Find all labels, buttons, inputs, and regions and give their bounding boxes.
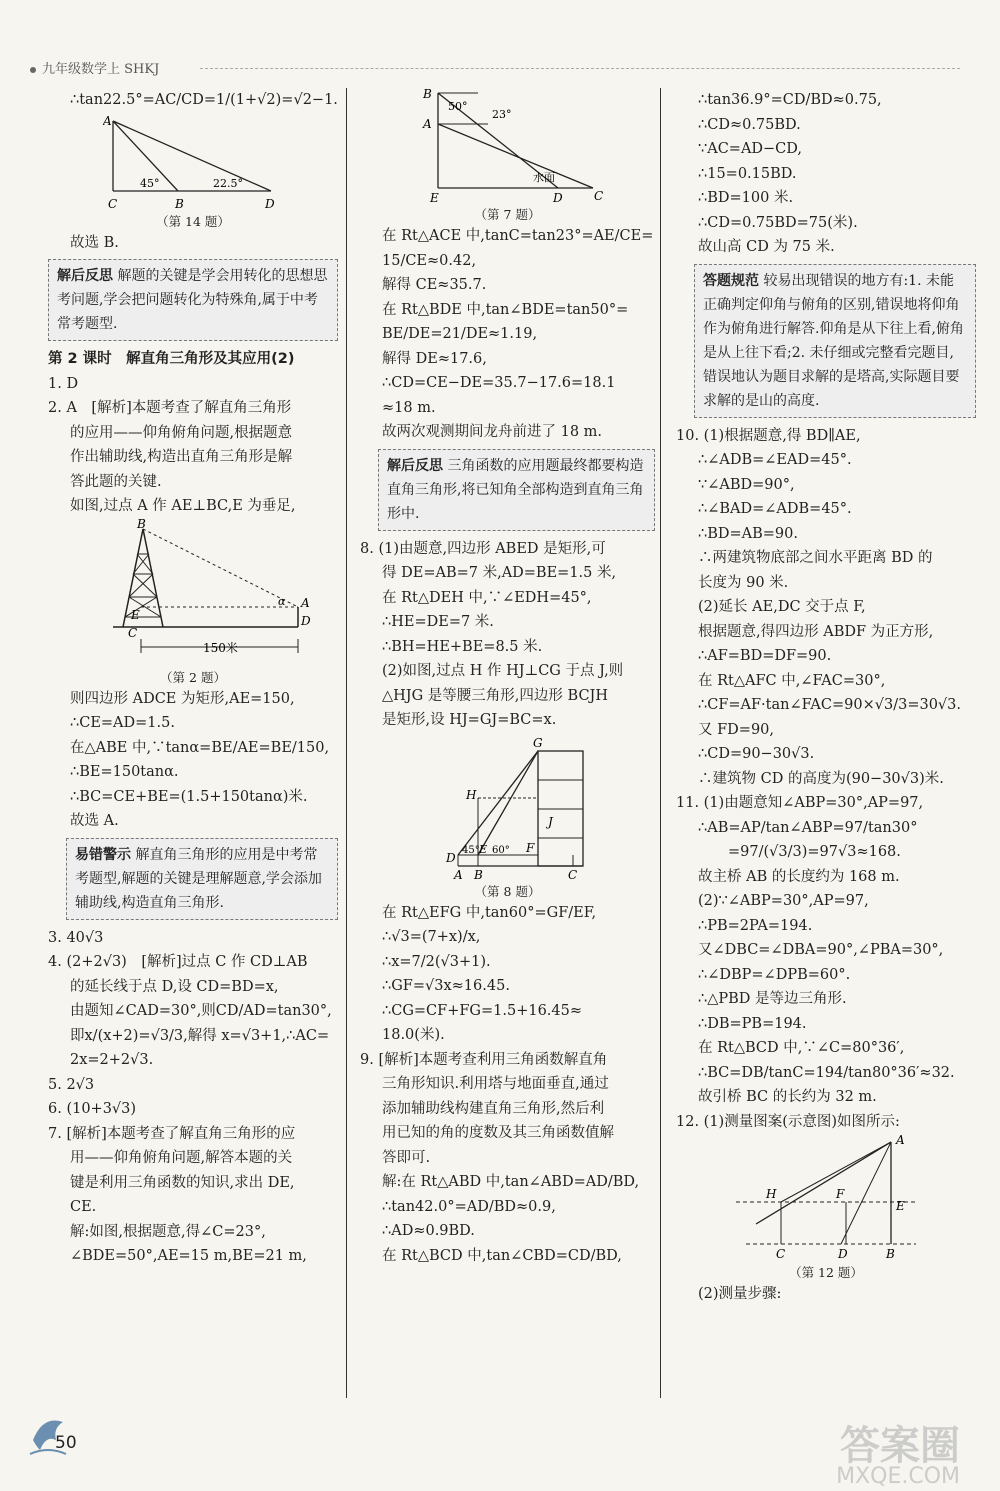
text-line: (2)如图,过点 H 作 HJ⊥CG 于点 J,则 [382, 663, 624, 679]
text-line: 10. (1)根据题意,得 BD∥AE, [676, 427, 861, 444]
figure-12 [676, 1134, 976, 1282]
text-line: ∴CD=CE−DE=35.7−17.6=18.1 [382, 375, 616, 391]
figure-caption: （第 2 题） [160, 669, 226, 685]
text-line: ∴CF=AF·tan∠FAC=90×√3/3=30√3. [698, 697, 961, 713]
text-line: ∴GF=√3x≈16.45. [382, 978, 510, 994]
text-line: ∵AC=AD−CD, [698, 141, 802, 157]
figure-12-diagram [726, 1134, 926, 1264]
fig-label: A [453, 867, 463, 882]
figure-caption: （第 14 题） [156, 213, 230, 229]
text-line: 答此题的关键. [70, 473, 162, 490]
watermark: 答案圈 [840, 1423, 960, 1469]
text-line: 作出辅助线,构造出直角三角形是解 [70, 449, 293, 465]
text-line: 在 Rt△AFC 中,∠FAC=30°, [698, 672, 886, 689]
text-line: ∴tan36.9°=CD/BD≈0.75, [698, 92, 882, 108]
text-line: ∴CD=90−30√3. [698, 746, 815, 762]
fig-label: B [422, 88, 432, 101]
text-line: =97/(√3/3)=97√3≈168. [728, 844, 901, 860]
fig-label: α [278, 594, 286, 608]
text-line: ∴AB=AP/tan∠ABP=97/tan30° [698, 819, 918, 836]
text-line: ∴∠ADB=∠EAD=45°. [698, 452, 852, 468]
fig-label: C [776, 1247, 786, 1261]
text-line: 是矩形,设 HJ=GJ=BC=x. [382, 712, 557, 728]
text-line: 添加辅助线构建直角三角形,然后利 [382, 1100, 605, 1117]
text-line: 长度为 90 米. [698, 574, 789, 591]
text-line: 根据题意,得四边形 ABDF 为正方形, [698, 623, 934, 640]
fig-label: F [836, 1187, 845, 1201]
fig-label: B [175, 196, 184, 211]
text-line: ∵∠ABD=90°, [698, 476, 795, 493]
column-1 [48, 88, 338, 1269]
text-line: 1. D [48, 375, 79, 392]
fig-label: 45° [461, 844, 480, 856]
text-line: ∴AF=BD=DF=90. [698, 648, 832, 664]
text-line: ∴BE=150tanα. [70, 764, 179, 780]
text-line: 即x/(x+2)=√3/3,解得 x=√3+1,∴AC= [70, 1027, 330, 1044]
text-line: 9. [解析]本题考查利用三角函数解直角 [360, 1051, 608, 1068]
text-line: BE/DE=21/DE≈1.19, [382, 326, 538, 342]
fig-label: 45° [140, 176, 160, 190]
text-line: 故选 A. [70, 813, 119, 829]
fig-label: E [478, 842, 487, 856]
fig-label: A [103, 113, 112, 128]
figure-7-diagram [408, 88, 608, 206]
note-box [378, 449, 655, 531]
note-tag: 解后反思 [57, 268, 113, 284]
fig-label: 23° [491, 108, 511, 121]
header-title: 九年级数学上 SHKJ [42, 62, 160, 77]
text-line: ∴HE=DE=7 米. [382, 614, 494, 630]
text-line: 在 Rt△ACE 中,tanC=tan23°=AE/CE= [382, 228, 654, 244]
note-text: 三角函数的应用题最终都要构造直角三角形,将已知角全部构造到直角三角形中. [387, 457, 644, 522]
column-divider [660, 88, 661, 1398]
fig-label: C [128, 625, 138, 640]
figure-caption: （第 12 题） [789, 1265, 863, 1280]
text-line: 故山高 CD 为 75 米. [698, 239, 835, 255]
fig-label: D [445, 850, 456, 865]
text-line: 键是利用三角函数的知识,求出 DE, [70, 1174, 295, 1191]
figure-7 [360, 88, 655, 224]
note-box [48, 259, 338, 341]
fig-label: B [137, 518, 146, 531]
fig-label: D [552, 191, 563, 205]
fig-label: E [131, 607, 140, 622]
text-line: ∴BC=CE+BE=(1.5+150tanα)米. [70, 788, 308, 805]
text-line: 解得 CE≈35.7. [382, 277, 487, 293]
text-line: ∠BDE=50°,AE=15 m,BE=21 m, [70, 1248, 307, 1264]
text-line: 11. (1)由题意知∠ABP=30°,AP=97, [676, 795, 924, 811]
note-tag: 答题规范 [703, 272, 759, 289]
note-text: 较易出现错误的地方有:1. 未能正确判定仰角与俯角的区别,错误地将仰角作为俯角进行解答.仰角是从下往上看,俯角是从上往下看;2. 未仔细或完整看完题目,错误地认为题目求解的是塔高,实际题目要求解的是山的高度. [703, 272, 964, 409]
column-divider [346, 88, 347, 1398]
text-line: 在 Rt△DEH 中,∵∠EDH=45°, [382, 589, 592, 606]
page-number: 50 [55, 1433, 77, 1453]
fig-label: C [567, 867, 577, 882]
figure-caption: （第 7 题） [474, 207, 541, 222]
text-line: 在△ABE 中,∵tanα=BE/AE=BE/150, [70, 739, 330, 756]
note-text: 解题的关键是学会用转化的思想思考问题,学会把问题转化为特殊角,属于中考常考题型. [57, 268, 328, 332]
fig-label: A [422, 117, 432, 131]
fig-label: 22.5° [213, 176, 243, 190]
text-line: 解得 DE≈17.6, [382, 350, 487, 367]
text-line: 故引桥 BC 的长约为 32 m. [698, 1089, 877, 1105]
column-3 [676, 88, 976, 1307]
text-line: 3. 40√3 [48, 929, 104, 946]
text-line: ∴BD=AB=90. [698, 525, 798, 542]
fig-label: G [532, 735, 543, 750]
text-line: 故选 B. [70, 234, 119, 251]
fig-label: E [896, 1199, 905, 1213]
text-line: ∴CD≈0.75BD. [698, 116, 801, 133]
text-line: ∴建筑物 CD 的高度为(90−30√3)米. [698, 770, 944, 787]
note-tag: 易错警示 [75, 846, 131, 863]
text-line: 的延长线于点 D,设 CD=BD=x, [70, 978, 279, 995]
figure-2 [48, 519, 338, 687]
text-line: 如图,过点 A 作 AE⊥BC,E 为垂足, [70, 498, 296, 514]
text-line: (2)∵∠ABP=30°,AP=97, [698, 893, 869, 909]
figure-14-diagram [103, 113, 283, 213]
text-line: 的应用——仰角俯角问题,根据题意 [70, 424, 293, 441]
figure-2-diagram [73, 519, 313, 669]
note-text: 解直角三角形的应用是中考常考题型,解题的关键是理解题意,学会添加辅助线,构造直角三角形. [75, 846, 322, 911]
fig-label: A [301, 595, 310, 610]
column-2 [360, 88, 655, 1268]
text-line: 则四边形 ADCE 为矩形,AE=150, [70, 690, 295, 707]
text-line: 在 Rt△BCD 中,∵∠C=80°36′, [698, 1040, 905, 1056]
fig-label: H [766, 1187, 777, 1201]
fig-label: D [265, 196, 275, 211]
text-line: 7. [解析]本题考查了解直角三角形的应 [48, 1125, 296, 1142]
text-line: 2. A [解析]本题考查了解直角三角形 [48, 400, 292, 416]
fig-label: F [525, 840, 534, 855]
text-line: 故主桥 AB 的长度约为 168 m. [698, 868, 900, 885]
fig-label: 50° [447, 100, 467, 113]
text-line: 解:在 Rt△ABD 中,tan∠ABD=AD/BD, [382, 1174, 640, 1190]
fig-label: 60° [491, 844, 510, 856]
figure-8-diagram [408, 733, 608, 883]
page-header [30, 58, 960, 80]
note-box [66, 838, 338, 920]
watermark-url: MXQE.COM [836, 1464, 960, 1489]
fig-label: C [108, 196, 118, 211]
fig-label: H [465, 787, 476, 802]
text-line: ∴BD=100 米. [698, 190, 794, 206]
text-line: ∴15=0.15BD. [698, 165, 797, 182]
text-line: 用——仰角俯角问题,解答本题的关 [70, 1150, 293, 1166]
fig-label: 150米 [203, 640, 238, 655]
fig-label: B [886, 1247, 895, 1261]
text-line: 18.0(米). [382, 1027, 445, 1043]
text-line: (2)测量步骤: [698, 1286, 782, 1302]
fig-label: D [838, 1247, 848, 1261]
note-box [694, 264, 976, 418]
text-line: ∴CE=AD=1.5. [70, 715, 175, 731]
fig-label: J [547, 814, 553, 829]
fig-label: C [593, 189, 603, 203]
text-line: CE. [70, 1199, 97, 1215]
text-line: 解:如图,根据题意,得∠C=23°, [70, 1223, 266, 1240]
figure-14 [48, 113, 338, 231]
text-line: ∴tan42.0°=AD/BD≈0.9, [382, 1198, 556, 1215]
text-line: 8. (1)由题意,四边形 ABED 是矩形,可 [360, 540, 606, 557]
fig-label: 水面 [532, 171, 555, 184]
text-line: 又 FD=90, [698, 721, 775, 738]
text-line: ∴两建筑物底部之间水平距离 BD 的 [698, 550, 933, 566]
text-line: ∴△PBD 是等边三角形. [698, 991, 847, 1007]
text-line: 由题知∠CAD=30°,则CD/AD=tan30°, [70, 1003, 332, 1019]
text-line: ∴BC=DB/tanC=194/tan80°36′≈32. [698, 1064, 955, 1081]
text-line: ≈18 m. [382, 399, 436, 416]
text-line: 6. (10+3√3) [48, 1101, 137, 1117]
text-line: 15/CE≈0.42, [382, 252, 477, 269]
fig-label: B [473, 867, 483, 882]
text-line: ∴PB=2PA=194. [698, 917, 813, 934]
text-line: ∴AD≈0.9BD. [382, 1223, 475, 1239]
header-rule [200, 68, 960, 69]
text-line: 答即可. [382, 1149, 431, 1166]
text-line: ∴x=7/2(√3+1). [382, 953, 491, 970]
fig-label: E [429, 191, 439, 205]
fig-label: D [301, 613, 311, 628]
text-line: (2)延长 AE,DC 交于点 F, [698, 599, 866, 615]
text-line: 在 Rt△BDE 中,tan∠BDE=tan50°= [382, 301, 629, 318]
figure-caption: （第 8 题） [474, 883, 541, 899]
text-line: 故两次观测期间龙舟前进了 18 m. [382, 424, 603, 440]
text-line: 2x=2+2√3. [70, 1052, 154, 1068]
figure-8 [360, 733, 655, 901]
text-line: 又∠DBC=∠DBA=90°,∠PBA=30°, [698, 942, 944, 958]
text-line: ∴∠BAD=∠ADB=45°. [698, 501, 852, 517]
note-tag: 解后反思 [387, 457, 443, 474]
text-line: ∴DB=PB=194. [698, 1015, 807, 1032]
text-line: △HJG 是等腰三角形,四边形 BCJH [382, 687, 608, 704]
text-line: 得 DE=AB=7 米,AD=BE=1.5 米, [382, 565, 617, 581]
text-line: ∴∠DBP=∠DPB=60°. [698, 966, 851, 983]
text-line: ∴tan22.5°=AC/CD=1/(1+√2)=√2−1. [70, 92, 338, 108]
text-line: 12. (1)测量图案(示意图)如图所示: [676, 1113, 900, 1130]
text-line: 5. 2√3 [48, 1076, 95, 1093]
text-line: 用已知的角的度数及其三角函数值解 [382, 1125, 614, 1141]
text-line: ∴√3=(7+x)/x, [382, 929, 481, 945]
text-line: 4. (2+2√3) [解析]过点 C 作 CD⊥AB [48, 954, 308, 970]
section-title: 第 2 课时 解直角三角形及其应用(2) [48, 351, 295, 367]
text-line: ∴CD=0.75BD=75(米). [698, 214, 858, 231]
text-line: ∴BH=HE+BE=8.5 米. [382, 638, 543, 655]
fig-label: A [896, 1134, 905, 1147]
bullet-icon [30, 67, 36, 73]
text-line: 在 Rt△EFG 中,tan60°=GF/EF, [382, 904, 597, 921]
text-line: 三角形知识.利用塔与地面垂直,通过 [382, 1076, 609, 1092]
text-line: ∴CG=CF+FG=1.5+16.45≈ [382, 1002, 583, 1019]
text-line: 在 Rt△BCD 中,tan∠CBD=CD/BD, [382, 1247, 622, 1264]
